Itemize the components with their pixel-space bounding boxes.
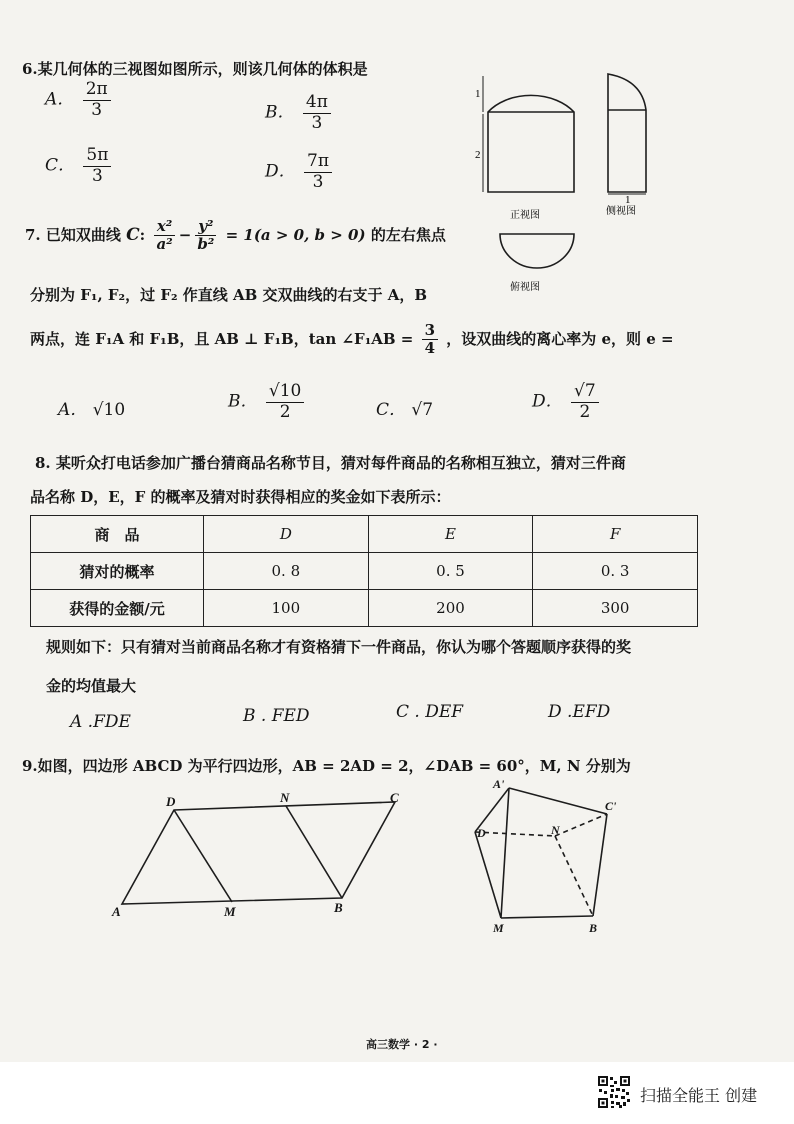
table-row-label: 猜对的概率 (31, 553, 204, 590)
scanner-watermark: 扫描全能王 创建 (640, 1086, 758, 1105)
q7-option-c-value: √7 (411, 400, 434, 420)
table-cell: 200 (368, 590, 533, 627)
q6-option-a-den: 3 (91, 99, 103, 120)
front-view-caption: 正视图 (510, 210, 540, 221)
q6-option-d-num: 7π (304, 152, 332, 173)
folded-label-m: M (493, 921, 504, 935)
dim-top-label: 1 (475, 88, 481, 100)
folded-label-d: D (477, 826, 486, 840)
dim-width-label: 1 (625, 194, 631, 206)
point-label-b: B (334, 900, 343, 915)
q7-eq-a: a² (156, 235, 173, 254)
table-header-cell: D (204, 516, 369, 553)
q6-option-b-den: 3 (311, 112, 323, 133)
table-row (31, 553, 698, 590)
three-view-figure (470, 62, 670, 302)
side-view-shape (608, 74, 646, 192)
q7-line3-a: 两点，连 F₁A 和 F₁B，且 AB ⊥ F₁B，tan ∠F₁AB = (30, 329, 414, 348)
q6-option-c-num: 5π (83, 146, 111, 167)
hidden-edge-n-c (555, 814, 607, 836)
q7-option-a-label: A． (58, 400, 88, 420)
q7-option-a-value: √10 (92, 400, 126, 420)
table-cell: 0. 5 (368, 553, 533, 590)
q6-option-a-label: A． (45, 89, 75, 110)
q6-option-d-den: 3 (312, 171, 324, 192)
q6-option-b-num: 4π (303, 93, 331, 114)
q6-option-d-label: D． (265, 161, 296, 182)
page-footer: 高三数学 · 2 · (366, 1038, 438, 1051)
q7-stem: 7. 已知双曲线 C: $\frac{\text{x²}}{\text{a²}}$ − $\frac{\text{y²}}{\text{b²}}$ = 1(a > 0, b > 0) 的左右焦点 (25, 217, 446, 254)
edge-a-m (501, 788, 509, 918)
q8-option-c[interactable]: C . DEF (396, 702, 464, 722)
q8-line1: 8. 某听众打电话参加广播台猜商品名称节目，猜对每件商品的名称相互独立，猜对三件商 (35, 454, 626, 472)
q6-option-a[interactable] (45, 80, 114, 120)
q8-rule1: 规则如下：只有猜对当前商品名称才有资格猜下一件商品，你认为哪个答题顺序获得的奖 (46, 638, 632, 656)
q7-eq-b: b² (197, 235, 215, 254)
table-header-row (31, 516, 698, 553)
table-row-label: 获得的金额/元 (31, 590, 204, 627)
edge-a-c (509, 788, 607, 814)
q6-option-b[interactable] (265, 93, 334, 133)
q7-option-b-label: B． (228, 391, 258, 412)
q8-rule2: 金的均值最大 (46, 677, 137, 695)
point-label-n: N (280, 790, 290, 805)
folded-label-b: B (589, 921, 598, 935)
top-view-caption: 俯视图 (510, 282, 540, 293)
q7-option-d-den: 2 (579, 401, 591, 422)
q6-option-c[interactable] (45, 146, 114, 186)
segment-nb (286, 806, 342, 898)
front-view-shape (488, 95, 574, 192)
q7-option-b-num: √10 (266, 382, 304, 403)
point-label-m: M (224, 904, 236, 919)
q6-option-b-label: B． (265, 102, 295, 123)
table-cell: 0. 8 (204, 553, 369, 590)
q6-option-c-label: C． (45, 155, 76, 176)
q8-line2: 品名称 D，E，F 的概率及猜对时获得相应的奖金如下表所示： (30, 488, 451, 506)
q6-stem: 6.某几何体的三视图如图所示，则该几何体的体积是 (22, 60, 368, 78)
q7-option-d[interactable] (532, 382, 602, 422)
q7-line3-b: ，设双曲线的离心率为 e，则 e = (446, 329, 674, 348)
table-cell: 100 (204, 590, 369, 627)
q7-option-b[interactable] (228, 382, 307, 422)
folded-label-c: C' (605, 799, 617, 813)
hidden-edge-n-b (555, 836, 593, 916)
table-row (31, 590, 698, 627)
q7-eq-y: y² (195, 218, 216, 236)
q7-stem-end: 的左右焦点 (370, 225, 446, 244)
table-header-cell: E (368, 516, 533, 553)
parallelogram-abcd (122, 802, 395, 904)
folded-label-a: A' (493, 777, 505, 791)
q7-tan-den: 4 (424, 339, 436, 358)
parallelogram-figure (110, 788, 410, 920)
side-view-caption: 侧视图 (606, 206, 636, 217)
q8-option-d[interactable]: D .EFD (548, 702, 611, 722)
q9-stem: 9.如图，四边形 ABCD 为平行四边形，AB = 2AD = 2，∠DAB = 60°，M, N 分别为 (22, 757, 631, 775)
folded-figure (465, 776, 635, 936)
q7-eq-tail: = 1(a > 0, b > 0) (225, 225, 366, 244)
table-header-cell: 商 品 (31, 516, 204, 553)
point-label-c: C (390, 790, 399, 805)
segment-dm (174, 810, 232, 902)
q7-option-b-den: 2 (279, 401, 291, 422)
q7-line3 (30, 322, 674, 358)
q7-lead: 7. 已知双曲线 (25, 225, 121, 244)
point-label-a: A (112, 904, 121, 919)
q7-option-c-label: C． (376, 400, 407, 420)
q7-tan-num: 3 (422, 322, 438, 340)
table-header-cell: F (533, 516, 698, 553)
q8-option-b[interactable]: B . FED (243, 706, 310, 726)
q8-option-a[interactable]: A .FDE (70, 712, 131, 732)
qr-code-icon (597, 1075, 631, 1109)
point-label-d: D (166, 794, 176, 809)
q6-option-d[interactable] (265, 152, 335, 192)
top-view-shape (500, 234, 574, 268)
edge-m-b (501, 916, 593, 918)
folded-label-n: N (551, 823, 560, 837)
q7-option-a[interactable] (58, 395, 125, 420)
q7-curve-name: C (126, 224, 140, 245)
q7-option-d-num: √7 (571, 382, 599, 403)
q7-line2: 分别为 F₁, F₂，过 F₂ 作直线 AB 交双曲线的右支于 A，B (30, 286, 428, 304)
q7-option-d-label: D． (532, 391, 563, 412)
edge-b-c (593, 814, 607, 916)
q7-eq-x: x² (154, 218, 176, 236)
table-cell: 300 (533, 590, 698, 627)
q7-option-c[interactable] (376, 395, 433, 420)
q6-option-a-num: 2π (83, 80, 111, 101)
q6-option-c-den: 3 (92, 165, 103, 186)
prize-table (30, 515, 698, 627)
dim-height-label: 2 (475, 149, 481, 161)
edge-d-m (475, 832, 501, 918)
hidden-edge-d-n (475, 832, 555, 836)
table-cell: 0. 3 (533, 553, 698, 590)
